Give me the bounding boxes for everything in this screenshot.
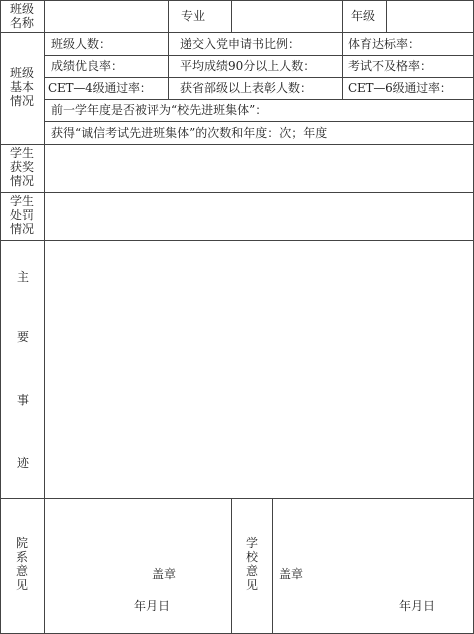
basic-info-label: 班级 基本 情况 [9, 66, 34, 108]
major-label: 专业 [181, 9, 206, 23]
excellent-grade-rate-label: 成绩优良率： [51, 59, 124, 73]
rule-basic-col-2 [342, 32, 343, 100]
main-deeds-char-1: 主 [17, 270, 30, 284]
main-deeds-char-2: 要 [17, 330, 30, 344]
rule-header-3 [342, 0, 343, 33]
major-field[interactable] [232, 1, 341, 32]
rule-header-bottom [0, 32, 474, 33]
punishments-field[interactable] [45, 193, 473, 240]
department-date-label: 年月日 [134, 599, 171, 613]
provincial-award-count-label: 获省部级以上表彰人数： [180, 81, 313, 95]
school-opinion-label: 学 校 意 见 [245, 536, 258, 592]
punishments-label: 学生 处罚 情况 [9, 194, 34, 236]
grade-field[interactable] [387, 1, 472, 32]
rule-basic-1 [44, 55, 474, 56]
class-name-label: 班级 名称 [9, 2, 34, 30]
department-stamp-label: 盖章 [152, 567, 177, 581]
main-deeds-char-4: 迹 [17, 456, 30, 470]
cet6-pass-rate-label: CET—6级通过率： [348, 81, 452, 95]
rule-basic-4 [44, 121, 474, 122]
rule-header-1 [168, 0, 169, 33]
school-opinion-field[interactable] [273, 499, 473, 633]
class-name-field[interactable] [45, 1, 167, 32]
grade-label: 年级 [351, 9, 376, 23]
rule-basic-2 [44, 77, 474, 78]
awards-field[interactable] [45, 145, 473, 192]
school-stamp-label: 盖章 [279, 567, 304, 581]
exam-fail-rate-label: 考试不及格率： [348, 59, 433, 73]
party-application-ratio-label: 递交入党申请书比例： [180, 37, 301, 51]
main-deeds-char-3: 事 [17, 393, 30, 407]
honest-exam-class-question: 获得“诚信考试先进班集体”的次数和年度：次；年度 [51, 126, 328, 140]
class-size-label: 班级人数： [51, 37, 112, 51]
cet4-pass-rate-label: CET—4级通过率： [48, 81, 152, 95]
rule-basic-3 [44, 99, 474, 100]
main-deeds-field[interactable] [45, 241, 473, 498]
department-opinion-label: 院 系 意 见 [15, 536, 28, 592]
avg-over-90-count-label: 平均成绩90分以上人数： [180, 59, 316, 73]
pe-pass-rate-label: 体育达标率： [348, 37, 421, 51]
awards-label: 学生 获奖 情况 [9, 146, 34, 188]
advanced-class-question: 前一学年度是否被评为“校先进班集体”： [51, 103, 268, 117]
rule-left [0, 0, 1, 634]
rule-basic-col-1 [168, 32, 169, 100]
school-date-label: 年月日 [399, 599, 436, 613]
